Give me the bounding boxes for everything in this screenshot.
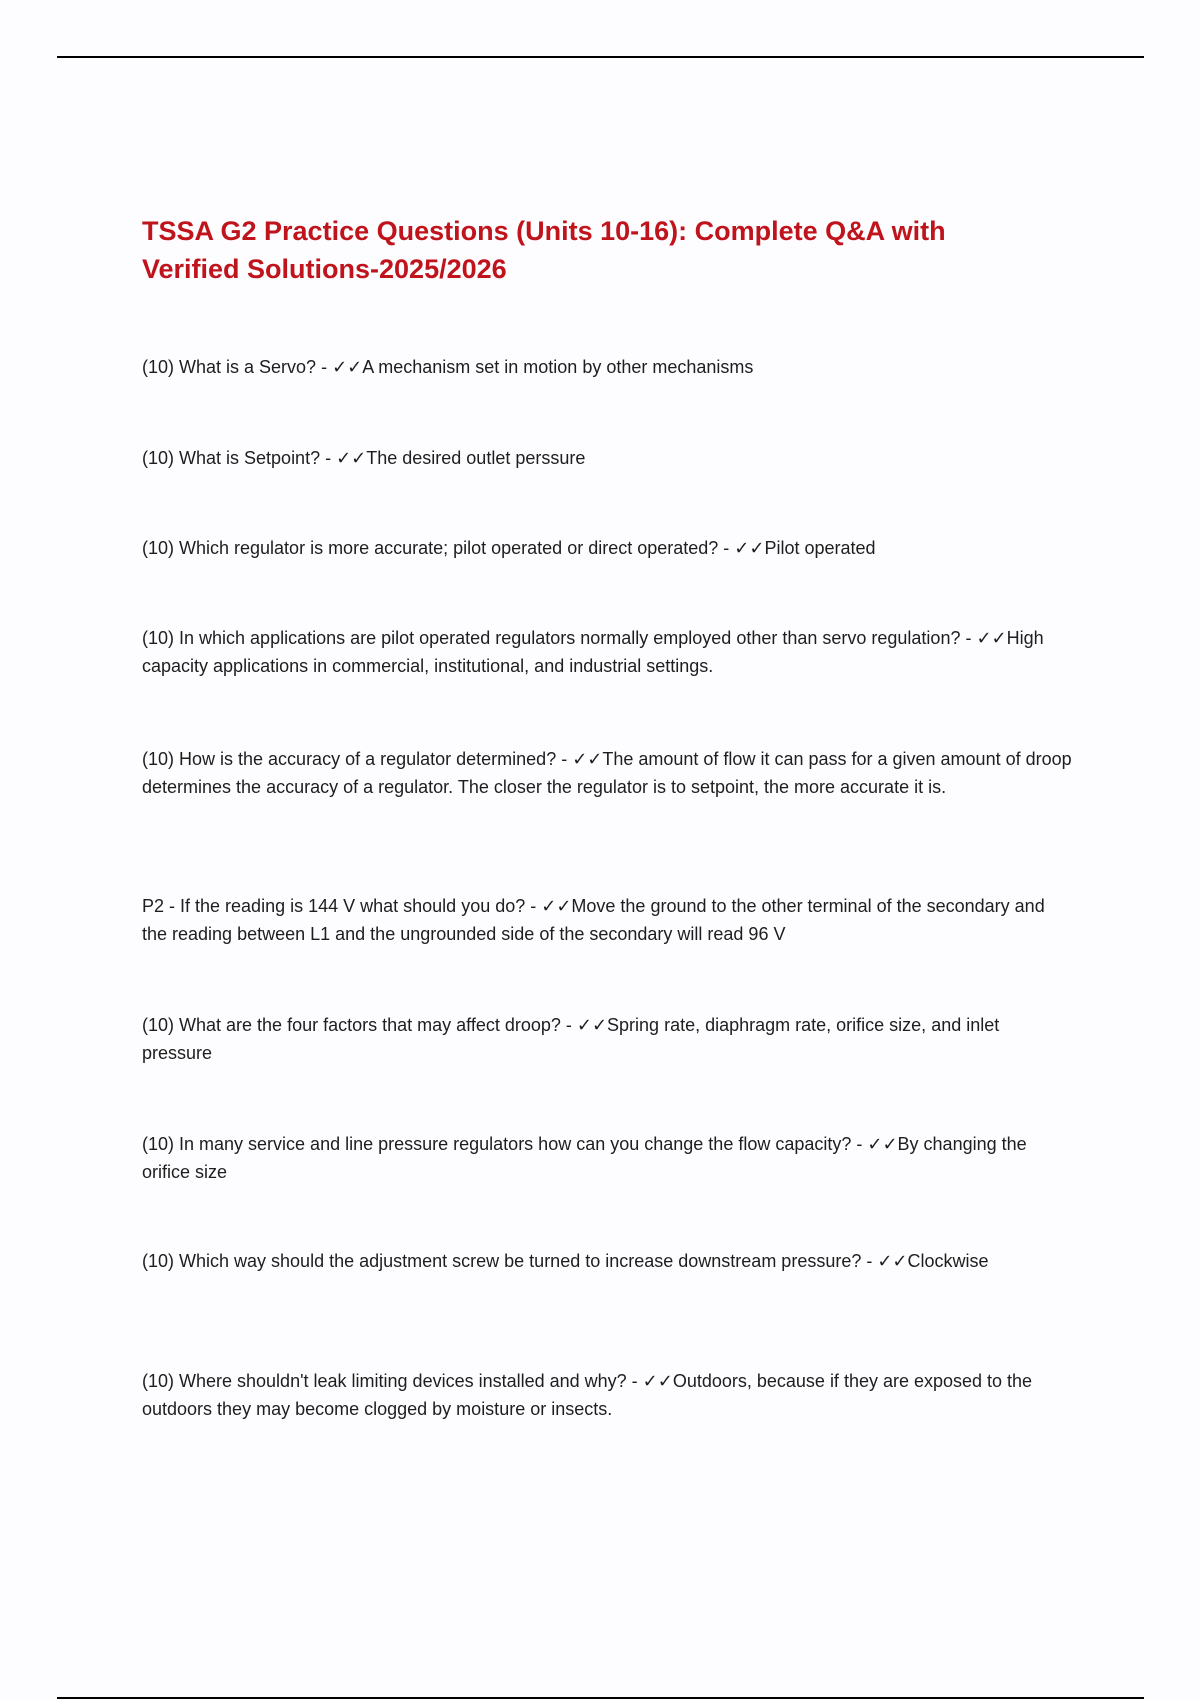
qa-item: (10) What is Setpoint? - ✓✓The desired outlet perssure xyxy=(142,448,586,468)
qa-item: (10) Which regulator is more accurate; pilot operated or direct operated? - ✓✓Pilot operated xyxy=(142,538,876,558)
qa-item: (10) How is the accuracy of a regulator determined? - ✓✓The amount of flow it can pass for a given amount of droop determines the accuracy of a regulator. The closer the regulator is to setpoint, the more accurate it is. xyxy=(142,749,1072,797)
qa-item: (10) In which applications are pilot operated regulators normally employed other than servo regulation? - ✓✓High capacity applications in commercial, institutional, and industrial settings. xyxy=(142,628,1044,676)
qa-item: P2 - If the reading is 144 V what should you do? - ✓✓Move the ground to the other terminal of the secondary and the reading between L1 and the ungrounded side of the secondary will read 96 V xyxy=(142,896,1045,944)
qa-item: (10) Where shouldn't leak limiting devices installed and why? - ✓✓Outdoors, because if they are exposed to the outdoors they may become clogged by moisture or insects. xyxy=(142,1371,1033,1419)
qa-item: (10) What are the four factors that may affect droop? - ✓✓Spring rate, diaphragm rate, orifice size, and inlet pressure xyxy=(142,1015,1000,1063)
top-divider xyxy=(57,56,1144,58)
qa-item: (10) What is a Servo? - ✓✓A mechanism set in motion by other mechanisms xyxy=(142,357,754,377)
qa-item: (10) In many service and line pressure regulators how can you change the flow capacity? - ✓✓By changing the orifice size xyxy=(142,1134,1027,1182)
document-title: TSSA G2 Practice Questions (Units 10-16): Complete Q&A with Verified Solutions-2025/2026 xyxy=(142,216,946,284)
qa-item: (10) Which way should the adjustment screw be turned to increase downstream pressure? - ✓✓Clockwise xyxy=(142,1251,989,1271)
bottom-divider xyxy=(57,1697,1144,1699)
